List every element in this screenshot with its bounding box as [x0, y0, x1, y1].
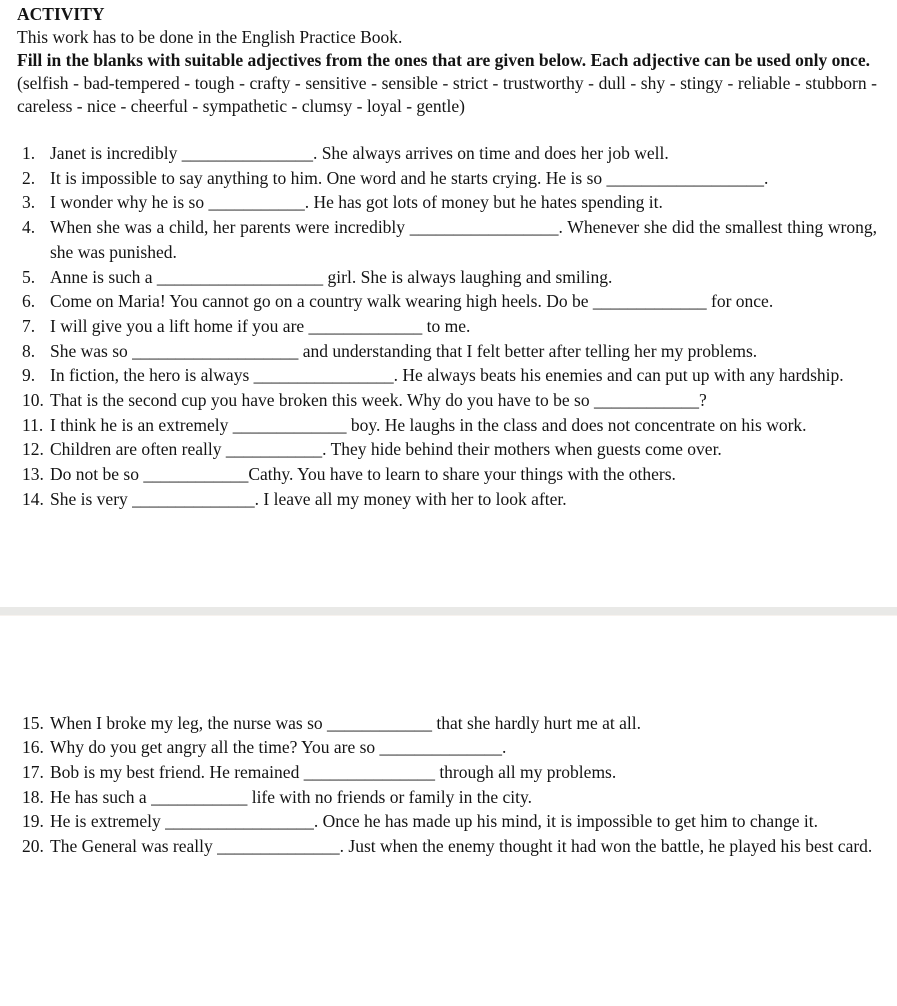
item-number: 5.: [22, 266, 36, 287]
item-number: 9.: [22, 365, 36, 386]
item-number: 2.: [22, 167, 36, 188]
item-number: 18.: [22, 786, 44, 807]
exercise-item-5: [17, 265, 877, 290]
item-text: Anne is such a ___________________ girl. She is always laughing and smiling.: [50, 266, 613, 287]
item-number: 16.: [22, 737, 44, 758]
exercise-item-4: [17, 215, 877, 264]
item-number: 20.: [22, 836, 44, 857]
activity-title: ACTIVITY: [17, 4, 105, 24]
item-number: 11.: [22, 414, 44, 435]
item-text: I wonder why he is so ___________. He has got lots of money but he hates spending it.: [50, 192, 663, 213]
item-text: She is very ______________. I leave all my money with her to look after.: [50, 488, 567, 509]
exercise-item-14: [17, 487, 877, 512]
item-number: 13.: [22, 464, 44, 485]
item-text: In fiction, the hero is always ________________. He always beats his enemies and can put up with any hardship.: [50, 365, 844, 386]
exercise-item-18: [17, 785, 877, 810]
item-text: Why do you get angry all the time? You are so ______________.: [50, 737, 507, 758]
item-text: It is impossible to say anything to him. One word and he starts crying. He is so __________________.: [50, 167, 769, 188]
item-text: Come on Maria! You cannot go on a country walk wearing high heels. Do be _____________ for once.: [50, 291, 774, 312]
item-text: I will give you a lift home if you are _____________ to me.: [50, 315, 471, 336]
worksheet-header: [17, 0, 877, 118]
exercise-item-20: [17, 834, 877, 859]
item-text: She was so ___________________ and understanding that I felt better after telling her my problems.: [50, 340, 758, 361]
exercise-item-19: [17, 809, 877, 834]
item-number: 14.: [22, 488, 44, 509]
item-number: 8.: [22, 340, 36, 361]
item-text: I think he is an extremely _____________ boy. He laughs in the class and does not concentrate on his work.: [50, 414, 807, 435]
page-break-divider: [0, 607, 897, 616]
item-text: Bob is my best friend. He remained _______________ through all my problems.: [50, 761, 617, 782]
item-number: 7.: [22, 315, 36, 336]
item-text: He is extremely _________________. Once he has made up his mind, it is impossible to get him to change it.: [50, 811, 818, 832]
item-number: 6.: [22, 291, 36, 312]
exercise-item-7: [17, 314, 877, 339]
exercise-item-6: [17, 289, 877, 314]
header-subtitle: This work has to be done in the English Practice Book.: [17, 27, 403, 47]
item-text: Children are often really ___________. They hide behind their mothers when guests come over.: [50, 439, 722, 460]
item-text: The General was really ______________. Just when the enemy thought it had won the battle, he played his best card.: [50, 836, 873, 857]
item-number: 4.: [22, 217, 36, 238]
item-text: That is the second cup you have broken this week. Why do you have to be so ____________?: [50, 390, 707, 411]
exercise-list-part2: [17, 711, 877, 859]
exercise-item-2: [17, 166, 877, 191]
item-number: 15.: [22, 712, 44, 733]
adjective-word-bank: (selfish - bad-tempered - tough - crafty - sensitive - sensible - strict - trustworthy - dull - shy - stingy - reliable - stubborn - careless - nice - cheerful - sympathetic - clumsy - loyal - gentle): [17, 73, 877, 116]
item-number: 19.: [22, 811, 44, 832]
exercise-item-10: [17, 388, 877, 413]
item-number: 1.: [22, 143, 36, 163]
item-number: 10.: [22, 390, 44, 411]
item-text: When she was a child, her parents were incredibly _________________. Whenever she did the smallest thing wrong, she was punished.: [50, 217, 877, 262]
exercise-item-12: [17, 437, 877, 462]
item-text: Do not be so ____________Cathy. You have to learn to share your things with the others.: [50, 464, 676, 485]
exercise-item-17: [17, 760, 877, 785]
exercise-item-8: [17, 339, 877, 364]
item-text: He has such a ___________ life with no friends or family in the city.: [50, 786, 532, 807]
exercise-item-13: [17, 462, 877, 487]
exercise-item-3: [17, 190, 877, 215]
item-number: 17.: [22, 761, 44, 782]
item-number: 3.: [22, 192, 36, 213]
exercise-list-part1: [17, 141, 877, 512]
item-text: Janet is incredibly _______________. She always arrives on time and does her job well.: [50, 143, 669, 163]
item-text: When I broke my leg, the nurse was so ____________ that she hardly hurt me at all.: [50, 712, 641, 733]
exercise-item-15: [17, 711, 877, 736]
exercise-item-9: [17, 363, 877, 388]
item-number: 12.: [22, 439, 44, 460]
exercise-instruction: Fill in the blanks with suitable adjectives from the ones that are given below. Each adjective can be used only once.: [17, 50, 870, 70]
exercise-item-1: [17, 141, 877, 166]
exercise-item-11: [17, 413, 877, 438]
exercise-item-16: [17, 735, 877, 760]
